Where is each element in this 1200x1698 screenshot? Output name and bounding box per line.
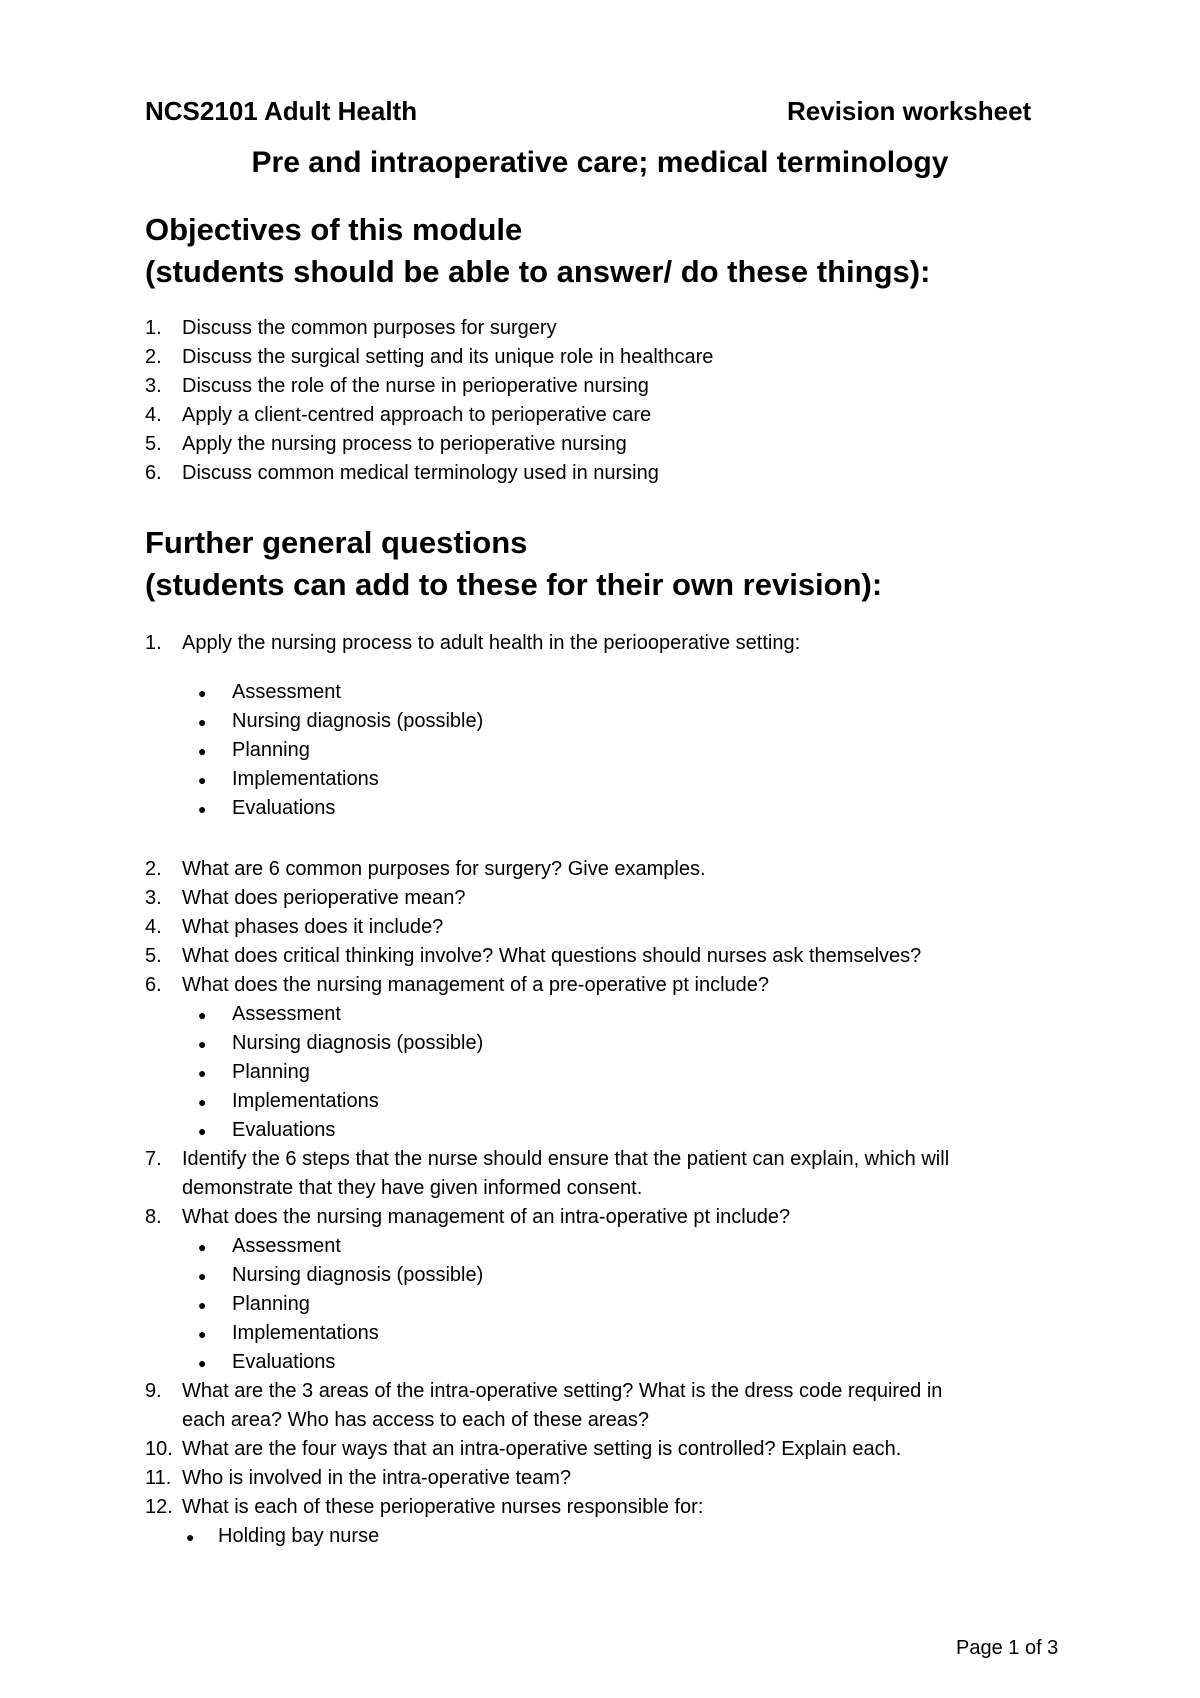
bullet-text: Assessment xyxy=(232,1235,341,1257)
item-number: 7. xyxy=(145,1148,162,1170)
page-number: Page 1 of 3 xyxy=(956,1637,1059,1659)
bullet-icon: ● xyxy=(198,1123,207,1139)
bullet-text: Nursing diagnosis (possible) xyxy=(232,1264,484,1286)
item-number: 12. xyxy=(145,1496,173,1518)
item-text: each area? Who has access to each of these areas? xyxy=(182,1409,649,1431)
bullet-icon: ● xyxy=(198,1065,207,1081)
item-text: What does the nursing management of an intra-operative pt include? xyxy=(182,1206,791,1228)
bullet-text: Assessment xyxy=(232,681,341,703)
bullet-text: Nursing diagnosis (possible) xyxy=(232,710,484,732)
bullet-icon: ● xyxy=(198,1094,207,1110)
item-number: 11. xyxy=(145,1467,172,1489)
item-text: Identify the 6 steps that the nurse should ensure that the patient can explain, which will xyxy=(182,1148,950,1170)
bullet-icon: ● xyxy=(198,1297,207,1313)
bullet-icon: ● xyxy=(198,1007,207,1023)
bullet-icon: ● xyxy=(186,1529,195,1545)
bullet-icon: ● xyxy=(198,714,207,730)
item-text: What phases does it include? xyxy=(182,916,444,938)
item-number: 2. xyxy=(145,858,162,880)
bullet-icon: ● xyxy=(198,801,207,817)
bullet-text: Holding bay nurse xyxy=(218,1525,380,1547)
bullet-text: Implementations xyxy=(232,1322,379,1344)
objectives-heading: Objectives of this module xyxy=(145,212,523,247)
course-title: NCS2101 Adult Health xyxy=(145,96,418,126)
item-number: 6. xyxy=(145,462,162,484)
item-text: Apply the nursing process to perioperative nursing xyxy=(182,433,627,455)
bullet-icon: ● xyxy=(198,685,207,701)
item-number: 10. xyxy=(145,1438,173,1460)
bullet-icon: ● xyxy=(198,1036,207,1052)
bullet-text: Planning xyxy=(232,1293,310,1315)
item-number: 3. xyxy=(145,887,162,909)
item-text: What are the four ways that an intra-operative setting is controlled? Explain each. xyxy=(182,1438,902,1460)
item-text: Discuss the common purposes for surgery xyxy=(182,317,557,339)
item-number: 3. xyxy=(145,375,162,397)
item-text: Discuss the surgical setting and its unique role in healthcare xyxy=(182,346,714,368)
bullet-text: Planning xyxy=(232,1061,310,1083)
document-type: Revision worksheet xyxy=(787,96,1032,126)
item-number: 9. xyxy=(145,1380,162,1402)
bullet-icon: ● xyxy=(198,1326,207,1342)
bullet-text: Planning xyxy=(232,739,310,761)
bullet-icon: ● xyxy=(198,1239,207,1255)
objectives-subheading: (students should be able to answer/ do these things): xyxy=(145,254,931,289)
item-text: Discuss common medical terminology used in nursing xyxy=(182,462,659,484)
item-text: Discuss the role of the nurse in perioperative nursing xyxy=(182,375,649,397)
bullet-text: Evaluations xyxy=(232,797,336,819)
item-text: What are 6 common purposes for surgery? Give examples. xyxy=(182,858,706,880)
bullet-icon: ● xyxy=(198,743,207,759)
item-number: 5. xyxy=(145,433,162,455)
item-number: 5. xyxy=(145,945,162,967)
item-number: 8. xyxy=(145,1206,162,1228)
bullet-text: Evaluations xyxy=(232,1351,336,1373)
item-text: What does critical thinking involve? What questions should nurses ask themselves? xyxy=(182,945,922,967)
item-text: What does the nursing management of a pre-operative pt include? xyxy=(182,974,770,996)
bullet-icon: ● xyxy=(198,772,207,788)
questions-subheading: (students can add to these for their own revision): xyxy=(145,567,883,602)
item-number: 6. xyxy=(145,974,162,996)
bullet-text: Evaluations xyxy=(232,1119,336,1141)
bullet-text: Implementations xyxy=(232,1090,379,1112)
item-text: What does perioperative mean? xyxy=(182,887,466,909)
questions-heading: Further general questions xyxy=(145,525,528,560)
bullet-text: Implementations xyxy=(232,768,379,790)
item-text: Apply a client-centred approach to perioperative care xyxy=(182,404,652,426)
item-number: 2. xyxy=(145,346,162,368)
bullet-text: Assessment xyxy=(232,1003,341,1025)
item-text: Who is involved in the intra-operative team? xyxy=(182,1467,572,1489)
item-number: 4. xyxy=(145,916,162,938)
bullet-text: Nursing diagnosis (possible) xyxy=(232,1032,484,1054)
item-text: Apply the nursing process to adult health in the periooperative setting: xyxy=(182,632,801,654)
item-number: 1. xyxy=(145,632,162,654)
bullet-icon: ● xyxy=(198,1355,207,1371)
item-number: 4. xyxy=(145,404,162,426)
item-number: 1. xyxy=(145,317,162,339)
item-text: What is each of these perioperative nurses responsible for: xyxy=(182,1496,704,1518)
bullet-icon: ● xyxy=(198,1268,207,1284)
item-text: What are the 3 areas of the intra-operative setting? What is the dress code required in xyxy=(182,1380,943,1402)
item-text: demonstrate that they have given informed consent. xyxy=(182,1177,643,1199)
page-title: Pre and intraoperative care; medical terminology xyxy=(251,146,949,179)
